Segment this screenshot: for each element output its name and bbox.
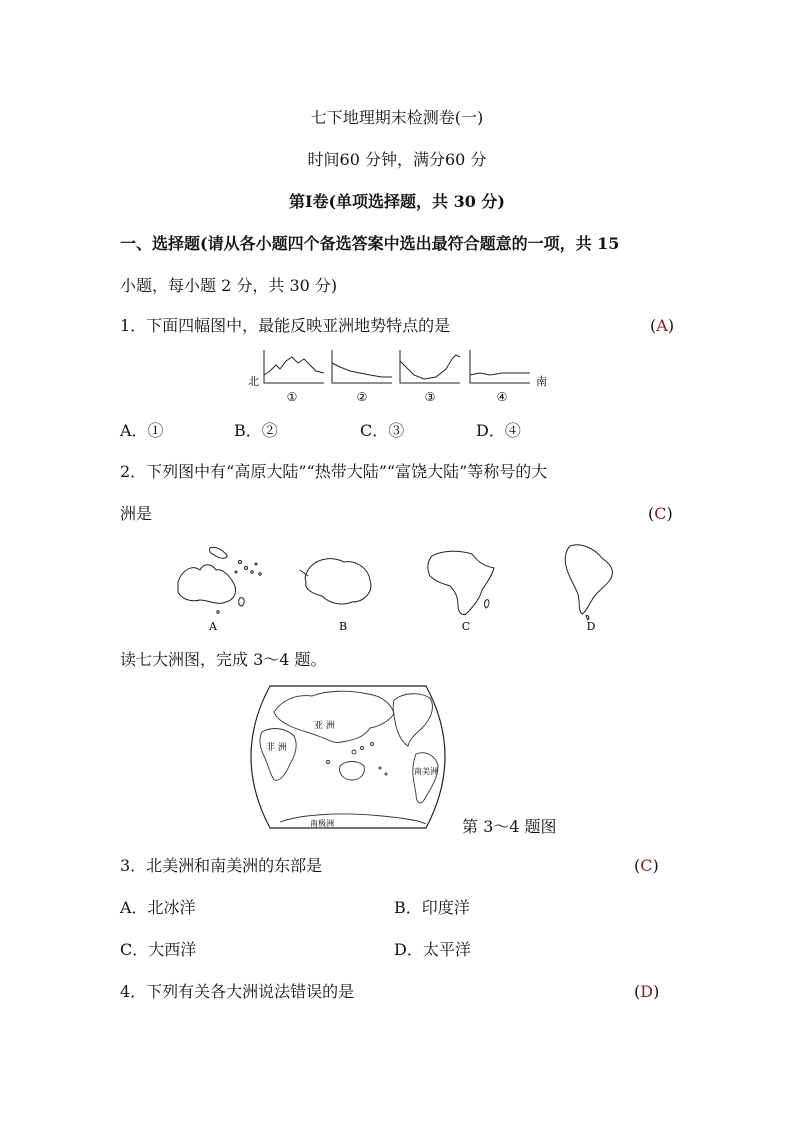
continent-b-antarctica (300, 559, 371, 604)
q2-stem-line-1: 2．下列图中有“高原大陆”“热带大陆”“富饶大陆”等称号的大 (120, 462, 548, 481)
q4-answer-box (634, 982, 659, 1002)
profile-2 (332, 350, 392, 383)
q1-stem: 1．下面四幅图中，最能反映亚洲地势特点的是 (120, 316, 451, 335)
q1-answer-open: ( (650, 316, 657, 335)
q3-answer: C (640, 856, 653, 875)
q1-option-b: B．② (234, 421, 278, 440)
world-map-figure (232, 682, 464, 832)
map-frame (251, 686, 445, 828)
q3-answer-box (634, 856, 659, 876)
page-title: 七下地理期末检测卷(一) (310, 108, 484, 127)
q1-answer: A (656, 316, 668, 335)
q1-answer-box (650, 316, 674, 336)
q1-fig-label-4: ④ (496, 390, 508, 404)
q3-option-d: D．太平洋 (394, 940, 471, 959)
q1-fig-label-2: ② (356, 390, 368, 404)
q3-option-b: B．印度洋 (394, 898, 470, 917)
continent-c-africa (428, 551, 494, 614)
map-label-antarctica: 南极洲 (310, 819, 334, 828)
q3-answer-close: ) (652, 856, 659, 875)
q2-fig-label-c: C (461, 620, 471, 633)
q2-fig-label-a: A (209, 620, 217, 633)
q2-continent-outlines (160, 540, 640, 636)
q1-fig-label-1: ① (286, 390, 298, 404)
q3-option-a: A．北冰洋 (120, 898, 196, 917)
q3-stem: 3．北美洲和南美洲的东部是 (120, 856, 323, 875)
q1-terrain-profiles (240, 345, 560, 407)
continent-a-oceania (178, 547, 261, 613)
map-label-asia: 亚 洲 (314, 721, 335, 731)
q1-option-d: D．④ (476, 421, 521, 440)
continent-d-south-america (565, 545, 612, 620)
q1-option-c: C．③ (360, 421, 405, 440)
map-continents (260, 691, 438, 824)
q1-answer-close: ) (667, 316, 675, 335)
q2-fig-label-b: B (338, 620, 348, 633)
q3-answer-open: ( (634, 856, 641, 875)
map-caption: 第 3～4 题图 (462, 817, 557, 836)
q1-fig-label-3: ③ (424, 390, 436, 404)
profile-4 (470, 350, 530, 383)
q2-answer-box (648, 504, 673, 524)
profile-1 (264, 350, 324, 383)
q4-answer: D (640, 982, 654, 1001)
map-label-south-america: 南美洲 (414, 767, 438, 776)
q4-stem: 4．下列有关各大洲说法错误的是 (120, 982, 355, 1001)
instructions-line-1: 一、选择题(请从各小题四个备选答案中选出最符合题意的一项，共 15 (120, 234, 620, 253)
map-label-africa: 非 洲 (266, 743, 287, 753)
q1-option-a: A．① (120, 421, 164, 440)
reading-prompt: 读七大洲图，完成 3～4 题。 (120, 650, 327, 669)
q2-answer-open: ( (648, 504, 655, 523)
q2-fig-label-d: D (586, 620, 596, 633)
q1-south-label: 南 (536, 375, 547, 388)
profile-3 (400, 350, 460, 383)
instructions-line-2: 小题，每小题 2 分，共 30 分) (120, 276, 338, 295)
q2-answer-close: ) (666, 504, 673, 523)
q3-option-c: C．大西洋 (120, 940, 197, 959)
q2-answer: C (654, 504, 667, 523)
q2-stem-line-2: 洲是 (120, 504, 153, 523)
section-title: 第Ⅰ卷(单项选择题，共 30 分) (288, 192, 506, 211)
time-info: 时间60 分钟，满分60 分 (307, 150, 487, 169)
q4-answer-open: ( (634, 982, 641, 1001)
q1-north-label: 北 (248, 375, 259, 388)
q4-answer-close: ) (653, 982, 660, 1001)
